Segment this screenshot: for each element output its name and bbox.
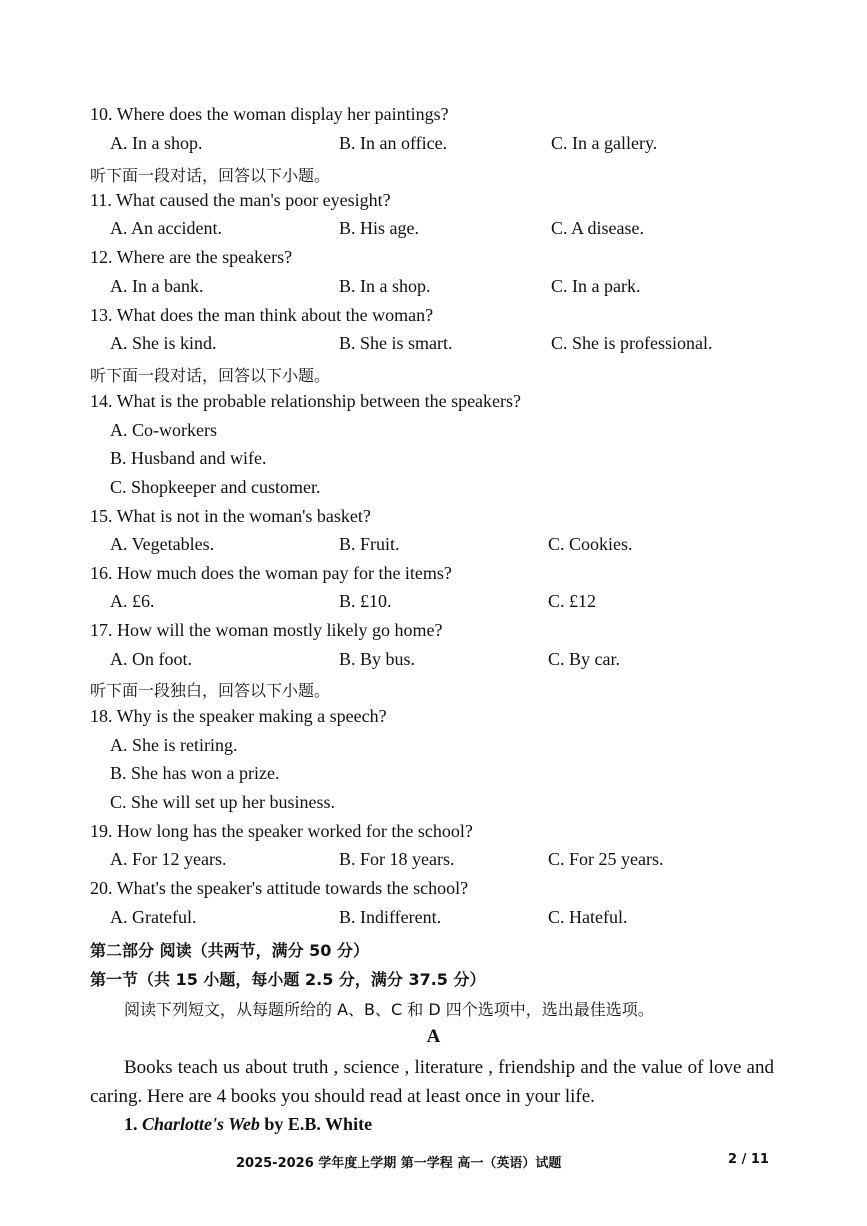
option-a: A. Co-workers (110, 420, 217, 440)
option-b: B. She has won a prize. (110, 763, 280, 783)
option-c: C. A disease. (551, 218, 644, 238)
book-1-author: by E.B. White (264, 1114, 373, 1134)
question-10: 10. Where does the woman display her paintings? (90, 104, 449, 124)
question-14: 14. What is the probable relationship between the speakers? (90, 391, 522, 411)
option-a: A. For 12 years. (110, 849, 227, 869)
option-b: B. Fruit. (339, 534, 400, 554)
option-b: B. By bus. (339, 649, 416, 669)
option-c: C. She is professional. (551, 333, 713, 353)
question-12: 12. Where are the speakers? (90, 247, 293, 267)
option-b: B. In a shop. (339, 276, 431, 296)
option-c: C. £12 (548, 591, 597, 611)
question-17: 17. How will the woman mostly likely go home? (90, 620, 443, 640)
option-c: C. Cookies. (548, 534, 633, 554)
book-1-heading (124, 1114, 372, 1135)
page-number: 2 / 11 (728, 1152, 769, 1167)
option-a: A. £6. (110, 591, 155, 611)
option-b: B. His age. (339, 218, 419, 238)
option-a: A. Grateful. (110, 907, 197, 927)
option-b: B. For 18 years. (339, 849, 455, 869)
option-b: B. In an office. (339, 133, 448, 153)
option-c: C. Shopkeeper and customer. (110, 477, 321, 497)
option-b: B. She is smart. (339, 333, 453, 353)
option-a: A. In a shop. (110, 133, 203, 153)
book-1-title: Charlotte's Web (142, 1114, 260, 1134)
section1-title: 第一节（共 15 小题，每小题 2.5 分，满分 37.5 分） (90, 970, 486, 989)
option-a: A. An accident. (110, 218, 222, 238)
exam-footer: 2025-2026 学年度上学期 第一学程 高一（英语）试题 (236, 1156, 562, 1171)
passage-letter: A (426, 1026, 441, 1047)
question-15: 15. What is not in the woman's basket? (90, 506, 371, 526)
option-c: C. By car. (548, 649, 620, 669)
dialog-instruction: 听下面一段对话，回答以下小题。 (90, 166, 331, 185)
question-20: 20. What's the speaker's attitude towards the school? (90, 878, 469, 898)
option-a: A. Vegetables. (110, 534, 215, 554)
question-18: 18. Why is the speaker making a speech? (90, 706, 387, 726)
part2-title: 第二部分 阅读（共两节，满分 50 分） (90, 941, 369, 960)
monologue-instruction: 听下面一段独白，回答以下小题。 (90, 681, 331, 700)
question-19: 19. How long has the speaker worked for the school? (90, 821, 473, 841)
option-c: C. In a gallery. (551, 133, 658, 153)
reading-directions: 阅读下列短文，从每题所给的 A、B、C 和 D 四个选项中，选出最佳选项。 (124, 1000, 654, 1019)
passage-intro: Books teach us about truth , science , literature , friendship and the value of love and caring. Here are 4 books you should read at least once in your life. (90, 1057, 774, 1107)
option-b: B. £10. (339, 591, 392, 611)
option-a: A. In a bank. (110, 276, 204, 296)
book-1-number: 1. (124, 1114, 138, 1134)
option-c: C. Hateful. (548, 907, 628, 927)
option-c: C. In a park. (551, 276, 641, 296)
option-c: C. She will set up her business. (110, 792, 335, 812)
option-c: C. For 25 years. (548, 849, 664, 869)
option-a: A. She is kind. (110, 333, 217, 353)
question-13: 13. What does the man think about the woman? (90, 305, 434, 325)
option-a: A. On foot. (110, 649, 192, 669)
option-b: B. Husband and wife. (110, 448, 267, 468)
question-16: 16. How much does the woman pay for the items? (90, 563, 452, 583)
option-b: B. Indifferent. (339, 907, 442, 927)
option-a: A. She is retiring. (110, 735, 238, 755)
question-11: 11. What caused the man's poor eyesight? (90, 190, 391, 210)
dialog-instruction: 听下面一段对话，回答以下小题。 (90, 366, 331, 385)
